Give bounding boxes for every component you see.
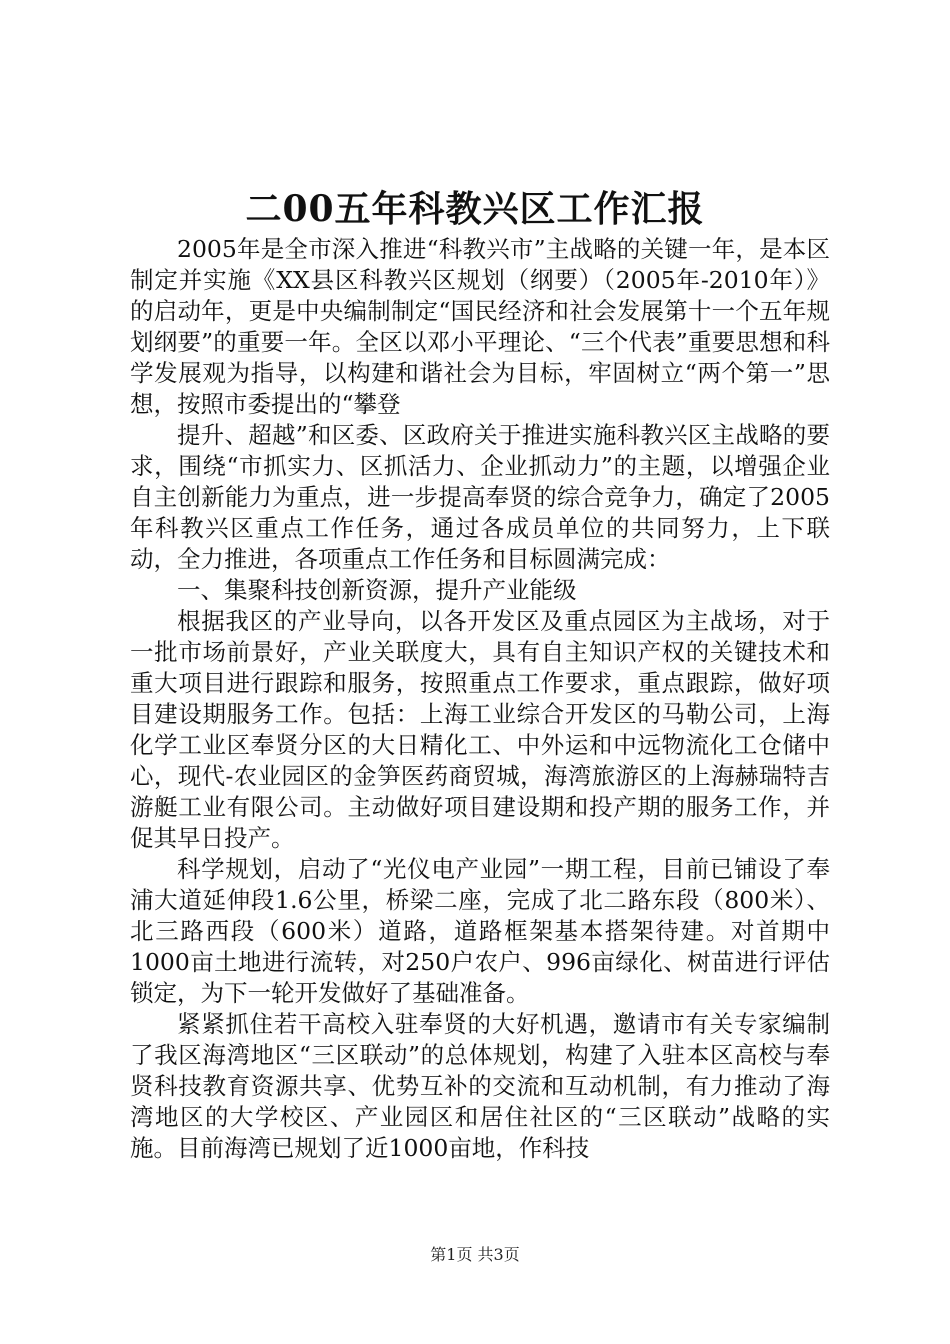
- document-title: 二00五年科教兴区工作汇报: [245, 188, 705, 230]
- page-indicator: 第1页 共3页: [430, 1245, 520, 1264]
- paragraph-universities: 紧紧抓住若干高校入驻奉贤的大好机遇，邀请市有关专家编制了我区海湾地区“三区联动”的总体规划，构建了入驻本区高校与奉贤科技教育资源共享、优势互补的交流和互动机制，有力推动了海湾地区的大学校区、产业园区和居住社区的“三区联动”战略的实施。目前海湾已规划了近1000亩地，作科技: [130, 1010, 830, 1162]
- paragraph-requirements: 提升、超越”和区委、区政府关于推进实施科教兴区主战略的要求，围绕“市抓实力、区抓活力、企业抓动力”的主题，以增强企业自主创新能力为重点，进一步提高奉贤的综合竞争力，确定了2005年科教兴区重点工作任务，通过各成员单位的共同努力，上下联动，全力推进，各项重点工作任务和目标圆满完成：: [130, 421, 830, 573]
- section-heading-1: 一、集聚科技创新资源，提升产业能级: [177, 576, 577, 604]
- paragraph-intro: 2005年是全市深入推进“科教兴市”主战略的关键一年，是本区制定并实施《XX县区科教兴区规划（纲要）（2005年-2010年）》的启动年，更是中央编制制定“国民经济和社会发展第十一个五年规划纲要”的重要一年。全区以邓小平理论、“三个代表”重要思想和科学发展观为指导，以构建和谐社会为目标，牢固树立“两个第一”思想，按照市委提出的“攀登: [130, 235, 830, 418]
- document-body: [130, 234, 830, 1164]
- paragraph-planning: 科学规划，启动了“光仪电产业园”一期工程，目前已铺设了奉浦大道延伸段1.6公里，桥梁二座，完成了北二路东段（800米）、北三路西段（600米）道路，道路框架基本搭架待建。对首期中1000亩土地进行流转，对250户农户、996亩绿化、树苗进行评估锁定，为下一轮开发做好了基础准备。: [130, 855, 830, 1007]
- paragraph-industry: 根据我区的产业导向，以各开发区及重点园区为主战场，对于一批市场前景好，产业关联度大，具有自主知识产权的关键技术和重大项目进行跟踪和服务，按照重点工作要求，重点跟踪，做好项目建设期服务工作。包括：上海工业综合开发区的马勒公司，上海化学工业区奉贤分区的大日精化工、中外运和中远物流化工仓储中心，现代-农业园区的金笋医药商贸城，海湾旅游区的上海赫瑞特吉游艇工业有限公司。主动做好项目建设期和投产期的服务工作，并促其早日投产。: [130, 607, 830, 852]
